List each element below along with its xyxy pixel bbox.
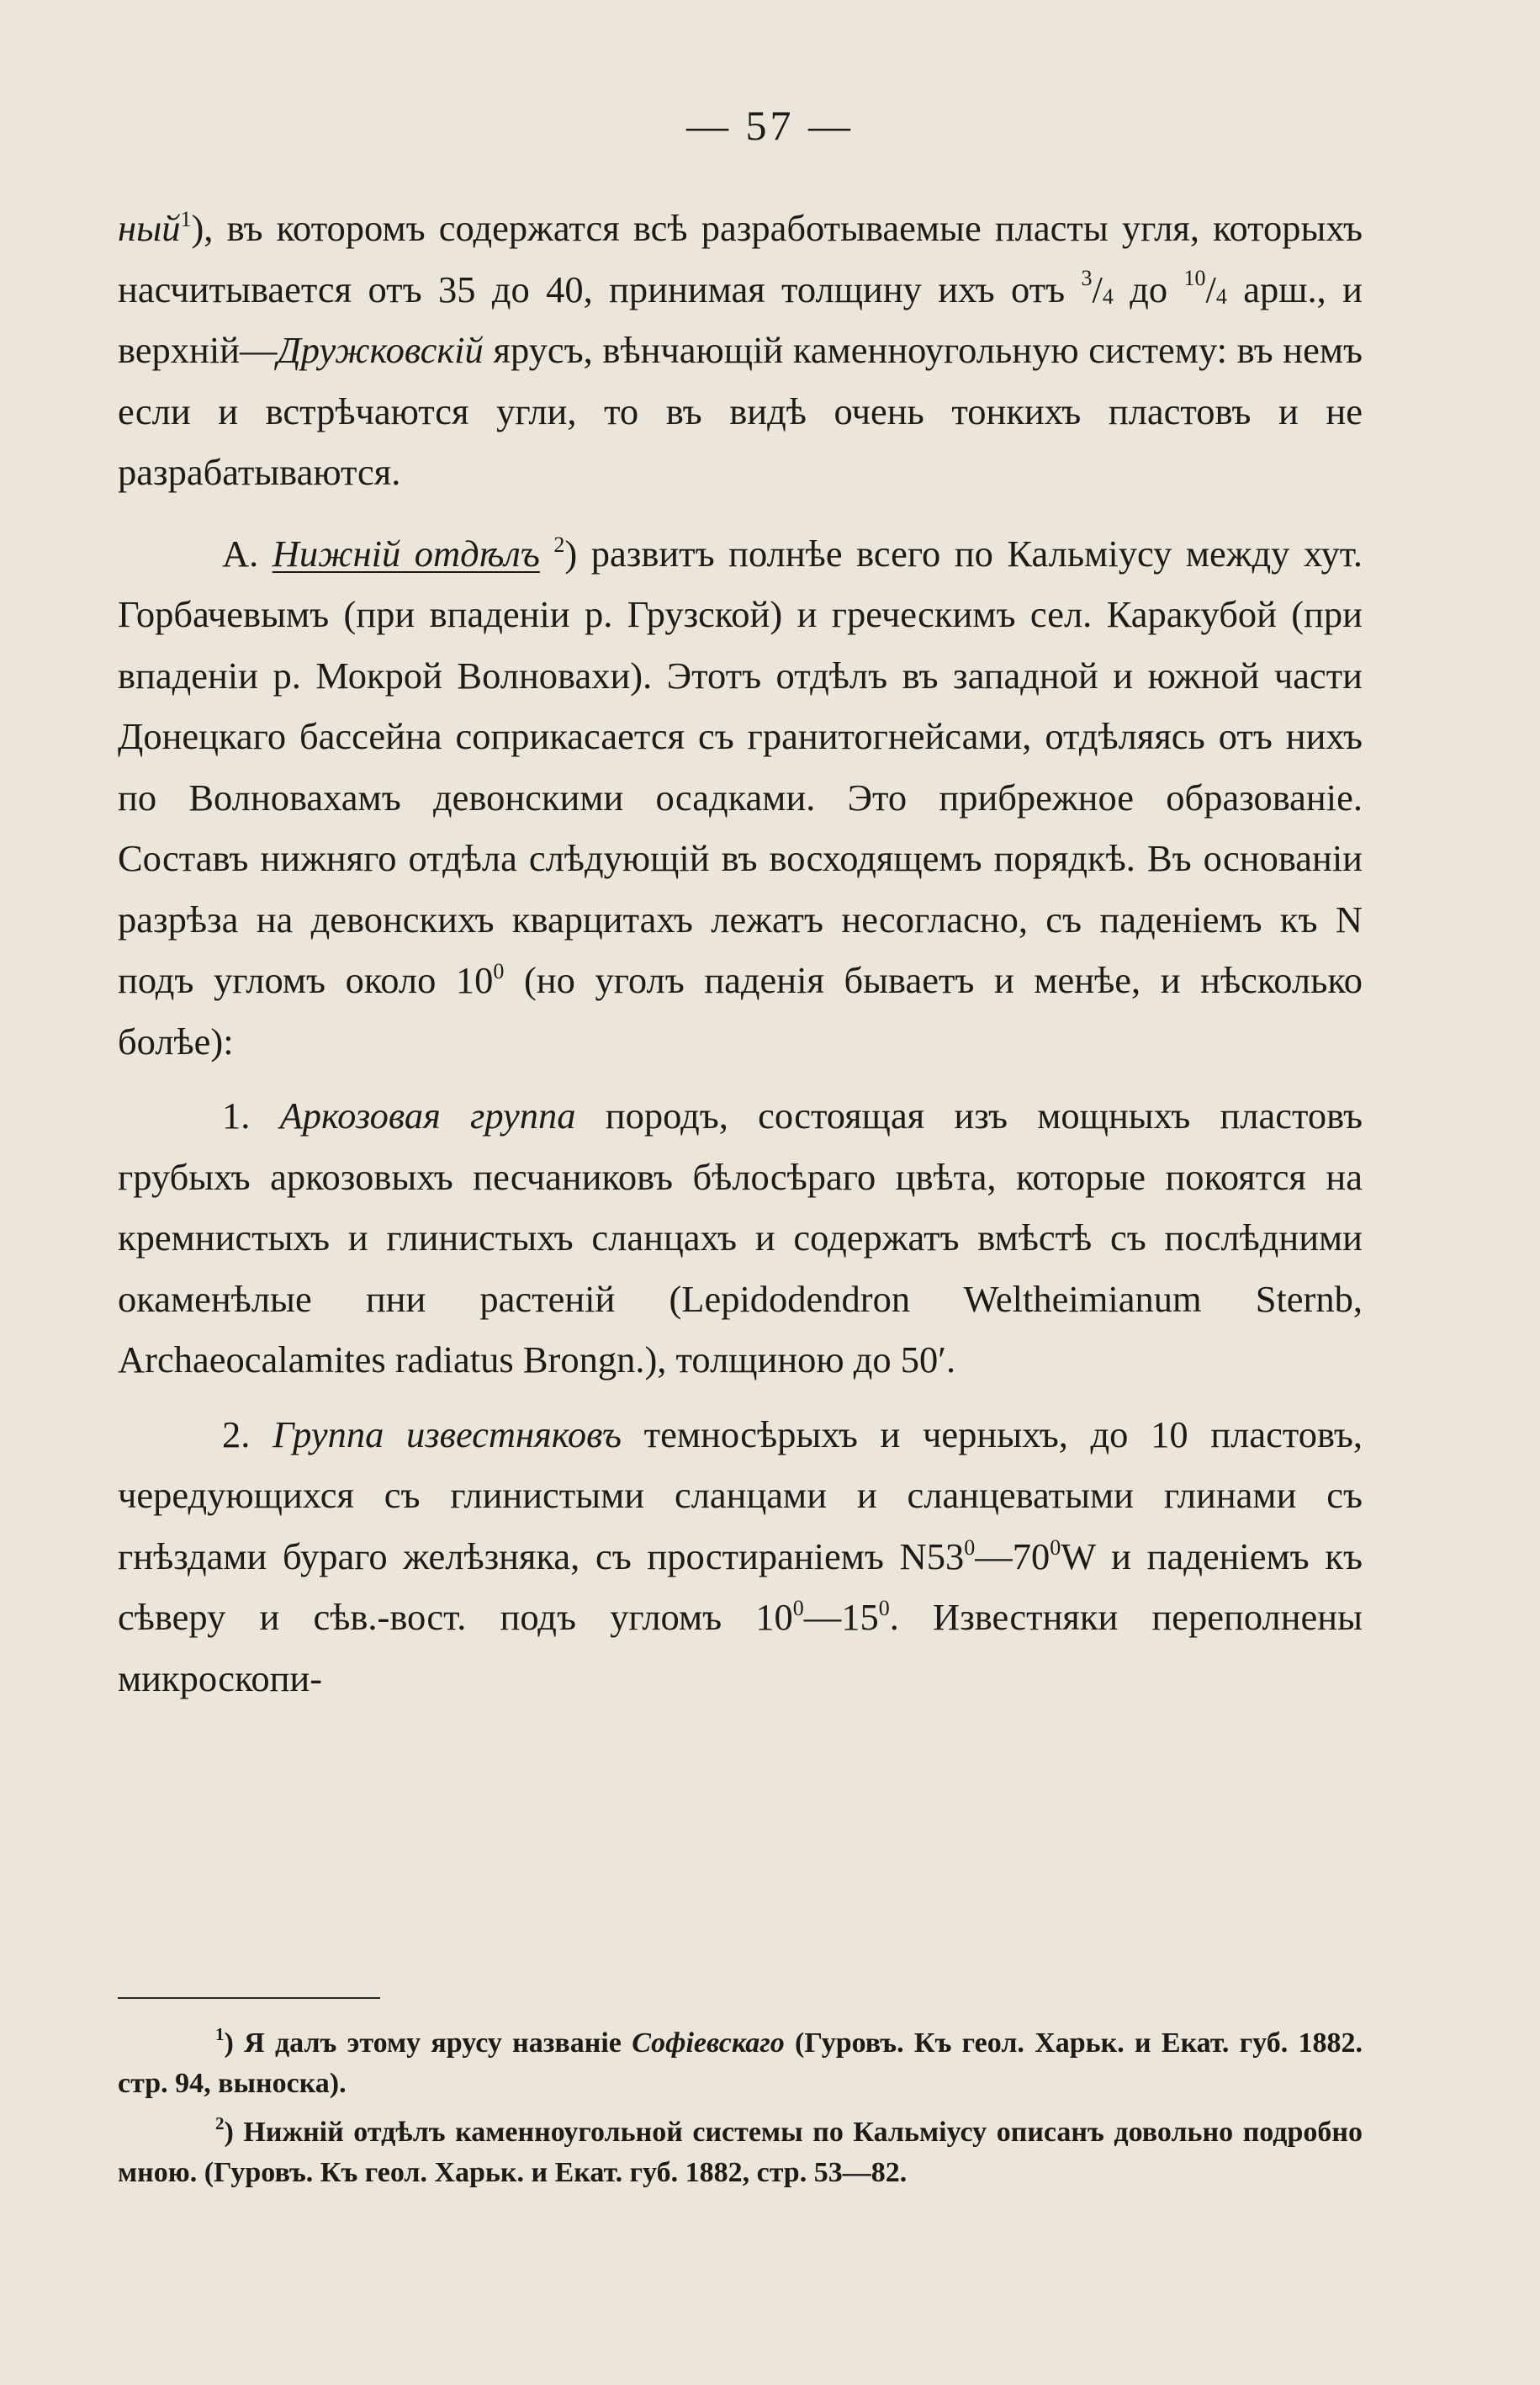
footnote-2 [118, 2112, 1363, 2193]
degree-mark: 0 [964, 1534, 976, 1560]
footnote-text: ) Нижній отдѣлъ каменноугольной системы по Кальміусу описанъ довольно подробно мною. (Гуровъ. Къ геол. Харьк. и Екат. губ. 1882, стр. 53—82. [118, 2117, 1363, 2188]
degree-mark: 0 [493, 959, 505, 983]
group-heading: Аркозовая группа [279, 1094, 576, 1137]
main-text [118, 198, 1363, 1709]
paragraph-text: (но уголъ паденія бываетъ и менѣе, и нѣсколько болѣе): [118, 959, 1363, 1063]
list-number: 2. [222, 1412, 273, 1455]
section-heading: Нижній отдѣлъ [272, 532, 540, 575]
group-heading: Группа известняковъ [273, 1412, 622, 1455]
paragraph-text: темносѣрыхъ и черныхъ, до 10 пластовъ, чередующихся съ глинистыми сланцами и сланцеватыми глинами съ гнѣздами бураго желѣзняка, съ простираніемъ N53 [118, 1412, 1363, 1577]
paragraph-text: —70 [975, 1534, 1050, 1577]
footnotes [118, 2023, 1363, 2202]
degree-mark: 0 [1050, 1534, 1061, 1560]
fraction-3-4: $^3/_4$ [1081, 265, 1114, 310]
paragraph-text: ярусъ, вѣнчающій каменноугольную систему: въ немъ если и встрѣчаются угли, то въ видѣ очень тонкихъ пластовъ и не разрабатываются. [118, 329, 1363, 493]
footnote-text: ) Я далъ этому ярусу названіе [224, 2027, 632, 2059]
fraction-10-4: $^{10}/_4$ [1183, 265, 1227, 310]
paragraph-text: W и паденіемъ къ сѣверу и сѣв.-вост. подъ угломъ 10 [118, 1534, 1363, 1638]
degree-mark: 0 [792, 1596, 804, 1620]
footnote-italic: Софіевскаго [632, 2027, 785, 2059]
paragraph-text: —15 [803, 1596, 879, 1638]
footnote-text: (Гуровъ. Къ геол. Харьк. и Екат. губ. 1882. стр. 94, выноска). [118, 2027, 1363, 2099]
paragraph-lower-division [118, 523, 1363, 1073]
paragraph-text: до [1113, 268, 1184, 310]
footnote-ref-2: 2 [553, 532, 565, 557]
page-number: — 57 — [686, 102, 854, 149]
list-number: 1. [222, 1094, 280, 1137]
italic-word: ный [118, 207, 181, 249]
footnote-mark: 1 [215, 2024, 225, 2044]
footnote-divider [118, 1997, 380, 1999]
paragraph-text: породъ, состоящая изъ мощныхъ пластовъ грубыхъ аркозовыхъ песчаниковъ бѣлосѣраго цвѣта, которые покоятся на кремнистыхъ и глинистыхъ сланцахъ и содержатъ вмѣстѣ съ послѣдними окаменѣлые пни растеній (Lepidodendron Weltheimianum Sternb, Archaeocalamites radiatus Brongn.), толщиною до 50′. [118, 1094, 1363, 1381]
paragraph-text: ), въ которомъ содержатся всѣ разработываемые пласты угля, которыхъ насчитывается отъ 35 до 40, принимая толщину ихъ отъ [118, 207, 1363, 310]
paragraph-arkose-group [118, 1085, 1363, 1391]
degree-mark: 0 [878, 1596, 890, 1620]
footnote-ref-1: 1 [180, 207, 192, 231]
footnote-mark: 2 [215, 2113, 225, 2133]
italic-name: Дружковскій [277, 329, 484, 371]
paragraph-continuation [118, 198, 1363, 503]
section-letter: А. [222, 532, 273, 575]
paragraph-text: арш., и верхній— [118, 268, 1363, 371]
paragraph-text: . Известняки переполнены микроскопи- [118, 1596, 1363, 1699]
paragraph-text: ) развитъ полнѣе всего по Кальміусу между хут. Горбачевымъ (при впаденіи р. Грузской) и греческимъ сел. Каракубой (при впаденіи р. Мокрой Волновахи). Этотъ отдѣлъ въ западной и южной части Донецкаго бассейна соприкасается съ гранитогнейсами, отдѣляясь отъ нихъ по Волновахамъ девонскими осадками. Это прибрежное образованіе. Составъ нижняго отдѣла слѣдующій въ восходящемъ порядкѣ. Въ основаніи разрѣза на девонскихъ кварцитахъ лежатъ несогласно, съ паденіемъ къ N подъ угломъ около 10 [118, 532, 1363, 1001]
footnote-1 [118, 2023, 1363, 2104]
paragraph-limestone-group [118, 1404, 1363, 1709]
